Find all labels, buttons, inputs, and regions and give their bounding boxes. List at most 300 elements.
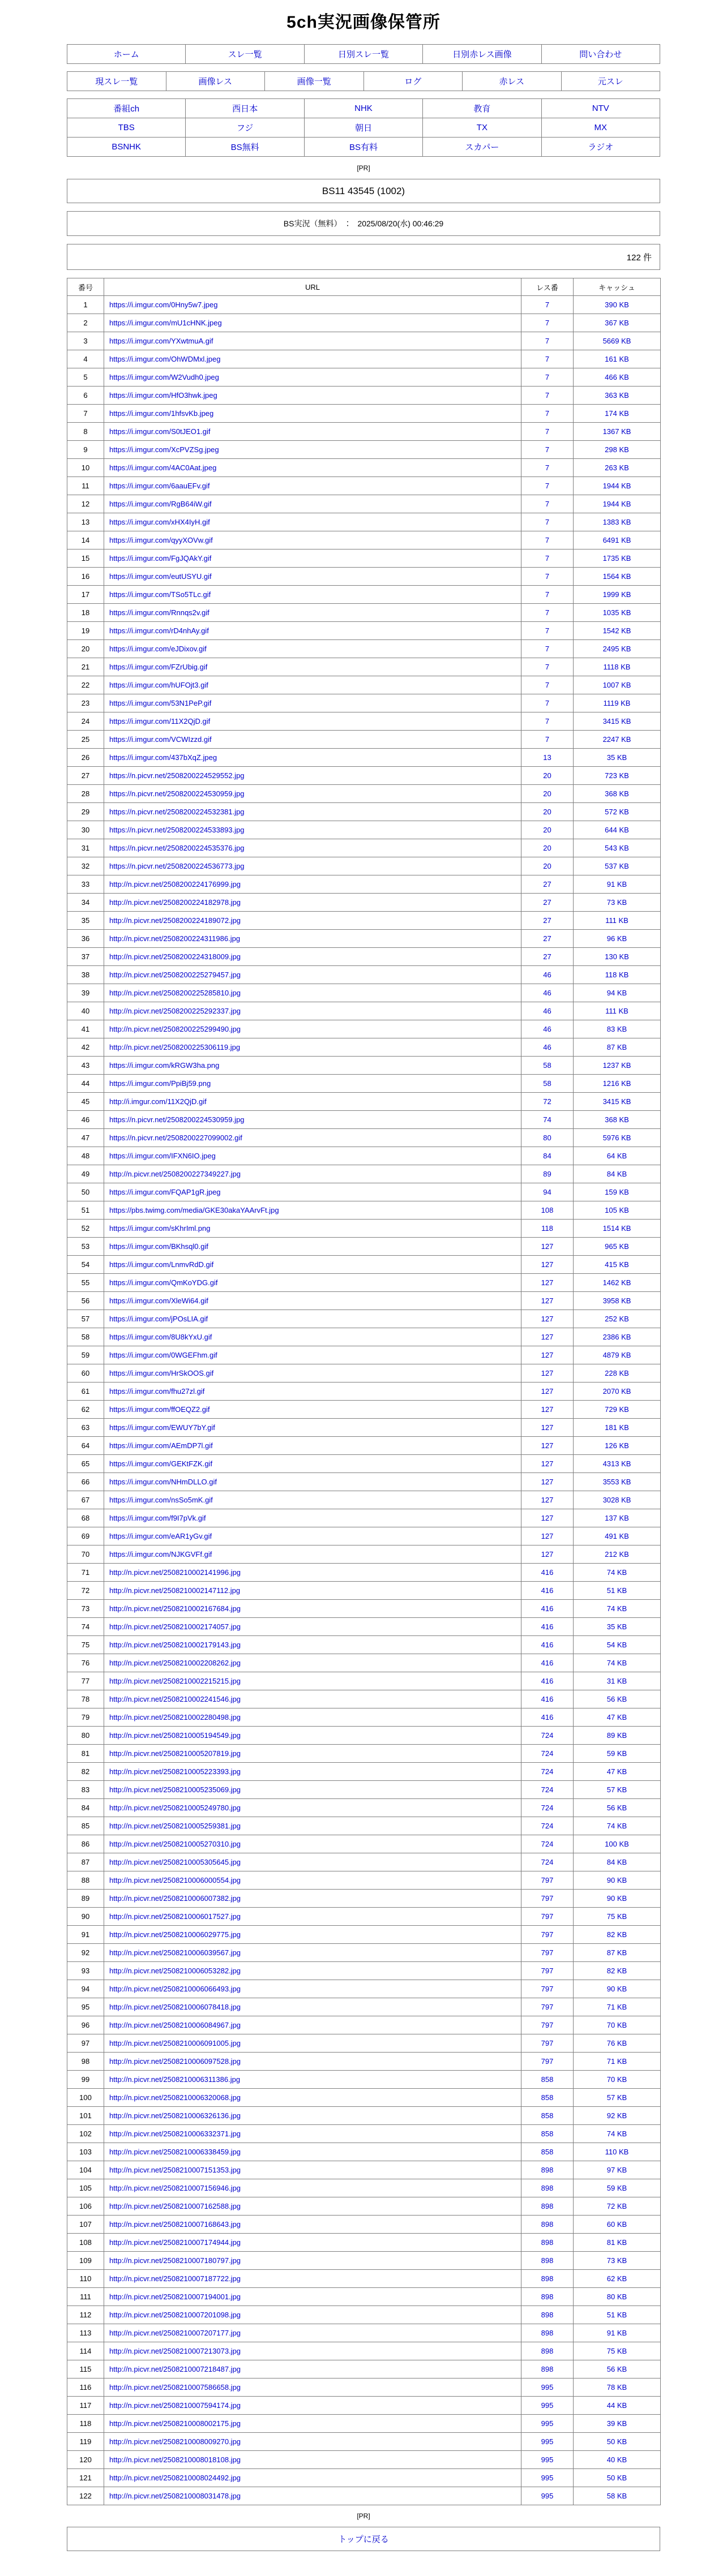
image-url-link[interactable]: https://i.imgur.com/hUFOjt3.gif <box>109 681 208 689</box>
image-url-link[interactable]: http://n.picvr.net/2508210005270310.jpg <box>109 1840 241 1848</box>
thread-nav-link-現スレ一覧[interactable]: 現スレ一覧 <box>95 77 138 87</box>
res-number-link[interactable]: 127 <box>541 1405 554 1414</box>
res-number-link[interactable]: 7 <box>545 735 550 744</box>
res-number-link[interactable]: 58 <box>543 1061 551 1070</box>
cache-size-link[interactable]: 74 KB <box>606 1822 627 1830</box>
image-url-link[interactable]: https://i.imgur.com/rD4nhAy.gif <box>109 626 209 635</box>
cache-size-link[interactable]: 1237 KB <box>602 1061 631 1070</box>
res-number-link[interactable]: 127 <box>541 1296 554 1305</box>
res-number-link[interactable]: 995 <box>541 2401 554 2410</box>
res-number-link[interactable]: 127 <box>541 1478 554 1486</box>
image-url-link[interactable]: http://n.picvr.net/2508210006326136.jpg <box>109 2111 241 2120</box>
image-url-link[interactable]: https://n.picvr.net/2508200224533893.jpg <box>109 826 245 834</box>
cache-size-link[interactable]: 572 KB <box>605 808 629 816</box>
res-number-link[interactable]: 94 <box>543 1188 551 1196</box>
cache-size-link[interactable]: 62 KB <box>606 2274 627 2283</box>
cache-size-link[interactable]: 91 KB <box>606 880 627 888</box>
image-url-link[interactable]: https://i.imgur.com/NJKGVFf.gif <box>109 1550 212 1559</box>
image-url-link[interactable]: http://n.picvr.net/2508210007174944.jpg <box>109 2238 241 2247</box>
cache-size-link[interactable]: 1035 KB <box>602 608 631 617</box>
res-number-link[interactable]: 724 <box>541 1840 554 1848</box>
res-number-link[interactable]: 898 <box>541 2166 554 2174</box>
res-number-link[interactable]: 89 <box>543 1170 551 1178</box>
cache-size-link[interactable]: 181 KB <box>605 1423 629 1432</box>
cache-size-link[interactable]: 3415 KB <box>602 717 631 725</box>
cache-size-link[interactable]: 81 KB <box>606 2238 627 2247</box>
cache-size-link[interactable]: 1216 KB <box>602 1079 631 1088</box>
cache-size-link[interactable]: 159 KB <box>605 1188 629 1196</box>
res-number-link[interactable]: 46 <box>543 971 551 979</box>
cache-size-link[interactable]: 130 KB <box>605 952 629 961</box>
cache-size-link[interactable]: 96 KB <box>606 934 627 943</box>
res-number-link[interactable]: 7 <box>545 319 550 327</box>
channel-link-NTV[interactable]: NTV <box>592 103 609 113</box>
cache-size-link[interactable]: 83 KB <box>606 1025 627 1033</box>
cache-size-link[interactable]: 51 KB <box>606 1586 627 1595</box>
cache-size-link[interactable]: 491 KB <box>605 1532 629 1540</box>
cache-size-link[interactable]: 90 KB <box>606 1894 627 1903</box>
image-url-link[interactable]: http://n.picvr.net/2508210005249780.jpg <box>109 1804 241 1812</box>
cache-size-link[interactable]: 90 KB <box>606 1985 627 1993</box>
res-number-link[interactable]: 84 <box>543 1152 551 1160</box>
res-number-link[interactable]: 58 <box>543 1079 551 1088</box>
res-number-link[interactable]: 108 <box>541 1206 554 1214</box>
res-number-link[interactable]: 127 <box>541 1333 554 1341</box>
cache-size-link[interactable]: 74 KB <box>606 1659 627 1667</box>
cache-size-link[interactable]: 111 KB <box>605 916 628 925</box>
image-url-link[interactable]: http://n.picvr.net/2508210007151353.jpg <box>109 2166 241 2174</box>
image-url-link[interactable]: https://i.imgur.com/IFXN6IO.jpeg <box>109 1152 216 1160</box>
res-number-link[interactable]: 898 <box>541 2311 554 2319</box>
cache-size-link[interactable]: 91 KB <box>606 2329 627 2337</box>
channel-link-朝日[interactable]: 朝日 <box>354 123 372 133</box>
cache-size-link[interactable]: 105 KB <box>605 1206 629 1214</box>
cache-size-link[interactable]: 56 KB <box>606 2365 627 2373</box>
cache-size-link[interactable]: 363 KB <box>605 391 629 400</box>
res-number-link[interactable]: 127 <box>541 1459 554 1468</box>
res-number-link[interactable]: 127 <box>541 1369 554 1377</box>
cache-size-link[interactable]: 75 KB <box>606 1912 627 1921</box>
image-url-link[interactable]: http://n.picvr.net/2508210007194001.jpg <box>109 2292 241 2301</box>
cache-size-link[interactable]: 126 KB <box>605 1441 629 1450</box>
cache-size-link[interactable]: 84 KB <box>606 1858 627 1866</box>
image-url-link[interactable]: http://n.picvr.net/2508200224182978.jpg <box>109 898 241 907</box>
res-number-link[interactable]: 724 <box>541 1804 554 1812</box>
image-url-link[interactable]: http://n.picvr.net/2508210002215215.jpg <box>109 1677 241 1685</box>
channel-link-スカパー[interactable]: スカパー <box>465 143 499 152</box>
image-url-link[interactable]: http://n.picvr.net/2508210007218487.jpg <box>109 2365 241 2373</box>
image-url-link[interactable]: http://n.picvr.net/2508210006017527.jpg <box>109 1912 241 1921</box>
res-number-link[interactable]: 7 <box>545 717 550 725</box>
cache-size-link[interactable]: 100 KB <box>605 1840 629 1848</box>
res-number-link[interactable]: 46 <box>543 989 551 997</box>
cache-size-link[interactable]: 368 KB <box>605 1115 629 1124</box>
image-url-link[interactable]: https://i.imgur.com/OhWDMxl.jpeg <box>109 355 221 363</box>
image-url-link[interactable]: https://i.imgur.com/BKhsql0.gif <box>109 1242 208 1251</box>
cache-size-link[interactable]: 1999 KB <box>602 590 631 599</box>
cache-size-link[interactable]: 50 KB <box>606 2474 627 2482</box>
cache-size-link[interactable]: 1462 KB <box>602 1278 631 1287</box>
cache-size-link[interactable]: 87 KB <box>606 1948 627 1957</box>
res-number-link[interactable]: 416 <box>541 1695 554 1703</box>
res-number-link[interactable]: 858 <box>541 2075 554 2084</box>
res-number-link[interactable]: 127 <box>541 1242 554 1251</box>
cache-size-link[interactable]: 59 KB <box>606 1749 627 1758</box>
res-number-link[interactable]: 7 <box>545 554 550 563</box>
image-url-link[interactable]: http://n.picvr.net/2508210006311386.jpg <box>109 2075 241 2084</box>
cache-size-link[interactable]: 74 KB <box>606 2130 627 2138</box>
cache-size-link[interactable]: 72 KB <box>606 2202 627 2210</box>
res-number-link[interactable]: 127 <box>541 1315 554 1323</box>
res-number-link[interactable]: 416 <box>541 1659 554 1667</box>
image-url-link[interactable]: https://i.imgur.com/ffOEQZ2.gif <box>109 1405 210 1414</box>
res-number-link[interactable]: 74 <box>543 1115 551 1124</box>
cache-size-link[interactable]: 74 KB <box>606 1604 627 1613</box>
cache-size-link[interactable]: 56 KB <box>606 1804 627 1812</box>
image-url-link[interactable]: http://n.picvr.net/2508210006039567.jpg <box>109 1948 241 1957</box>
res-number-link[interactable]: 797 <box>541 2057 554 2066</box>
res-number-link[interactable]: 7 <box>545 391 550 400</box>
cache-size-link[interactable]: 118 KB <box>605 971 629 979</box>
image-url-link[interactable]: http://n.picvr.net/2508210002174057.jpg <box>109 1622 241 1631</box>
res-number-link[interactable]: 7 <box>545 373 550 381</box>
image-url-link[interactable]: https://i.imgur.com/f9I7pVk.gif <box>109 1514 206 1522</box>
thread-nav-link-画像一覧[interactable]: 画像一覧 <box>297 77 331 87</box>
cache-size-link[interactable]: 2247 KB <box>602 735 631 744</box>
res-number-link[interactable]: 46 <box>543 1025 551 1033</box>
res-number-link[interactable]: 858 <box>541 2093 554 2102</box>
res-number-link[interactable]: 7 <box>545 536 550 544</box>
res-number-link[interactable]: 898 <box>541 2274 554 2283</box>
cache-size-link[interactable]: 39 KB <box>606 2419 627 2428</box>
res-number-link[interactable]: 416 <box>541 1713 554 1721</box>
image-url-link[interactable]: https://i.imgur.com/1hfsvKb.jpeg <box>109 409 214 418</box>
image-url-link[interactable]: http://n.picvr.net/2508210002280498.jpg <box>109 1713 241 1721</box>
cache-size-link[interactable]: 4879 KB <box>602 1351 631 1359</box>
channel-link-MX[interactable]: MX <box>594 122 608 132</box>
cache-size-link[interactable]: 51 KB <box>606 2311 627 2319</box>
nav-link-ホーム[interactable]: ホーム <box>113 50 139 59</box>
image-url-link[interactable]: https://i.imgur.com/437bXqZ.jpeg <box>109 753 217 762</box>
res-number-link[interactable]: 20 <box>543 808 551 816</box>
image-url-link[interactable]: https://i.imgur.com/11X2QjD.gif <box>109 717 211 725</box>
image-url-link[interactable]: http://n.picvr.net/2508210008024492.jpg <box>109 2474 241 2482</box>
image-url-link[interactable]: https://i.imgur.com/RgB64iW.gif <box>109 500 212 508</box>
channel-link-教育[interactable]: 教育 <box>473 104 491 114</box>
image-url-link[interactable]: https://i.imgur.com/FgJQAkY.gif <box>109 554 212 563</box>
cache-size-link[interactable]: 97 KB <box>606 2166 627 2174</box>
cache-size-link[interactable]: 44 KB <box>606 2401 627 2410</box>
res-number-link[interactable]: 72 <box>543 1097 551 1106</box>
cache-size-link[interactable]: 1367 KB <box>602 427 631 436</box>
back-to-top-link[interactable]: トップに戻る <box>338 2535 389 2544</box>
cache-size-link[interactable]: 92 KB <box>606 2111 627 2120</box>
res-number-link[interactable]: 7 <box>545 337 550 345</box>
res-number-link[interactable]: 27 <box>543 952 551 961</box>
res-number-link[interactable]: 416 <box>541 1604 554 1613</box>
res-number-link[interactable]: 46 <box>543 1007 551 1015</box>
image-url-link[interactable]: http://n.picvr.net/2508210006091005.jpg <box>109 2039 241 2047</box>
image-url-link[interactable]: https://i.imgur.com/53N1PeP.gif <box>109 699 212 707</box>
cache-size-link[interactable]: 54 KB <box>606 1641 627 1649</box>
cache-size-link[interactable]: 137 KB <box>605 1514 629 1522</box>
image-url-link[interactable]: https://i.imgur.com/jPOsLIA.gif <box>109 1315 208 1323</box>
res-number-link[interactable]: 7 <box>545 663 550 671</box>
cache-size-link[interactable]: 57 KB <box>606 2093 627 2102</box>
cache-size-link[interactable]: 35 KB <box>606 753 627 762</box>
cache-size-link[interactable]: 70 KB <box>606 2021 627 2029</box>
image-url-link[interactable]: http://n.picvr.net/2508200224311986.jpg <box>109 934 241 943</box>
cache-size-link[interactable]: 58 KB <box>606 2492 627 2500</box>
res-number-link[interactable]: 127 <box>541 1550 554 1559</box>
cache-size-link[interactable]: 111 KB <box>605 1007 628 1015</box>
res-number-link[interactable]: 724 <box>541 1822 554 1830</box>
res-number-link[interactable]: 898 <box>541 2347 554 2355</box>
nav-link-日別赤レス画像[interactable]: 日別赤レス画像 <box>452 50 512 59</box>
cache-size-link[interactable]: 1735 KB <box>602 554 631 563</box>
image-url-link[interactable]: http://n.picvr.net/2508210006066493.jpg <box>109 1985 241 1993</box>
image-url-link[interactable]: http://n.picvr.net/2508210006007382.jpg <box>109 1894 241 1903</box>
image-url-link[interactable]: https://i.imgur.com/8U8kYxU.gif <box>109 1333 212 1341</box>
cache-size-link[interactable]: 729 KB <box>605 1405 629 1414</box>
image-url-link[interactable]: http://n.picvr.net/2508210006084967.jpg <box>109 2021 241 2029</box>
res-number-link[interactable]: 80 <box>543 1134 551 1142</box>
image-url-link[interactable]: https://i.imgur.com/qyyXOVw.gif <box>109 536 213 544</box>
thread-nav-link-ログ[interactable]: ログ <box>404 77 422 87</box>
channel-link-BSNHK[interactable]: BSNHK <box>112 141 142 152</box>
nav-link-問い合わせ[interactable]: 問い合わせ <box>579 50 622 59</box>
channel-link-西日本[interactable]: 西日本 <box>232 104 258 114</box>
res-number-link[interactable]: 995 <box>541 2383 554 2392</box>
image-url-link[interactable]: https://i.imgur.com/HrSkOOS.gif <box>109 1369 214 1377</box>
cache-size-link[interactable]: 2070 KB <box>602 1387 631 1396</box>
cache-size-link[interactable]: 965 KB <box>605 1242 629 1251</box>
image-url-link[interactable]: https://i.imgur.com/6aauEFv.gif <box>109 482 210 490</box>
image-url-link[interactable]: http://n.picvr.net/2508210005223393.jpg <box>109 1767 241 1776</box>
cache-size-link[interactable]: 5976 KB <box>602 1134 631 1142</box>
res-number-link[interactable]: 898 <box>541 2329 554 2337</box>
image-url-link[interactable]: http://n.picvr.net/2508210006097528.jpg <box>109 2057 241 2066</box>
res-number-link[interactable]: 20 <box>543 844 551 852</box>
cache-size-link[interactable]: 161 KB <box>605 355 629 363</box>
res-number-link[interactable]: 995 <box>541 2419 554 2428</box>
cache-size-link[interactable]: 3958 KB <box>602 1296 631 1305</box>
thread-nav-link-画像レス[interactable]: 画像レス <box>198 77 233 87</box>
res-number-link[interactable]: 858 <box>541 2130 554 2138</box>
cache-size-link[interactable]: 3553 KB <box>602 1478 631 1486</box>
cache-size-link[interactable]: 87 KB <box>606 1043 627 1051</box>
cache-size-link[interactable]: 74 KB <box>606 1568 627 1577</box>
image-url-link[interactable]: https://i.imgur.com/FZrUbig.gif <box>109 663 208 671</box>
cache-size-link[interactable]: 1007 KB <box>602 681 631 689</box>
cache-size-link[interactable]: 415 KB <box>605 1260 629 1269</box>
cache-size-link[interactable]: 212 KB <box>605 1550 629 1559</box>
cache-size-link[interactable]: 73 KB <box>606 898 627 907</box>
image-url-link[interactable]: http://n.picvr.net/2508210007594174.jpg <box>109 2401 241 2410</box>
res-number-link[interactable]: 7 <box>545 590 550 599</box>
image-url-link[interactable]: http://n.picvr.net/2508210002167684.jpg <box>109 1604 241 1613</box>
cache-size-link[interactable]: 31 KB <box>606 1677 627 1685</box>
channel-link-TX[interactable]: TX <box>476 122 487 132</box>
image-url-link[interactable]: http://n.picvr.net/2508200224176999.jpg <box>109 880 241 888</box>
image-url-link[interactable]: http://n.picvr.net/2508210007187722.jpg <box>109 2274 241 2283</box>
cache-size-link[interactable]: 76 KB <box>606 2039 627 2047</box>
cache-size-link[interactable]: 75 KB <box>606 2347 627 2355</box>
res-number-link[interactable]: 27 <box>543 916 551 925</box>
res-number-link[interactable]: 127 <box>541 1441 554 1450</box>
res-number-link[interactable]: 7 <box>545 572 550 581</box>
cache-size-link[interactable]: 71 KB <box>606 2057 627 2066</box>
res-number-link[interactable]: 20 <box>543 826 551 834</box>
image-url-link[interactable]: https://i.imgur.com/kRGW3ha.png <box>109 1061 220 1070</box>
cache-size-link[interactable]: 71 KB <box>606 2003 627 2011</box>
image-url-link[interactable]: http://n.picvr.net/2508210006000554.jpg <box>109 1876 241 1884</box>
image-url-link[interactable]: http://n.picvr.net/2508210002208262.jpg <box>109 1659 241 1667</box>
image-url-link[interactable]: http://i.imgur.com/11X2QjD.gif <box>109 1097 207 1106</box>
cache-size-link[interactable]: 367 KB <box>605 319 629 327</box>
image-url-link[interactable]: https://i.imgur.com/LnmvRdD.gif <box>109 1260 214 1269</box>
cache-size-link[interactable]: 263 KB <box>605 463 629 472</box>
res-number-link[interactable]: 416 <box>541 1677 554 1685</box>
cache-size-link[interactable]: 59 KB <box>606 2184 627 2192</box>
res-number-link[interactable]: 416 <box>541 1568 554 1577</box>
res-number-link[interactable]: 898 <box>541 2238 554 2247</box>
cache-size-link[interactable]: 35 KB <box>606 1622 627 1631</box>
cache-size-link[interactable]: 537 KB <box>605 862 629 870</box>
cache-size-link[interactable]: 64 KB <box>606 1152 627 1160</box>
image-url-link[interactable]: https://i.imgur.com/sKhrIml.png <box>109 1224 211 1233</box>
image-url-link[interactable]: http://n.picvr.net/2508210006320068.jpg <box>109 2093 241 2102</box>
image-url-link[interactable]: http://n.picvr.net/2508200225306119.jpg <box>109 1043 241 1051</box>
image-url-link[interactable]: http://n.picvr.net/2508210005235069.jpg <box>109 1785 241 1794</box>
image-url-link[interactable]: https://i.imgur.com/FQAP1gR.jpeg <box>109 1188 221 1196</box>
res-number-link[interactable]: 7 <box>545 300 550 309</box>
res-number-link[interactable]: 7 <box>545 681 550 689</box>
image-url-link[interactable]: https://i.imgur.com/AEmDP7l.gif <box>109 1441 213 1450</box>
image-url-link[interactable]: http://n.picvr.net/2508200224318009.jpg <box>109 952 241 961</box>
res-number-link[interactable]: 27 <box>543 934 551 943</box>
image-url-link[interactable]: https://i.imgur.com/XcPVZSg.jpeg <box>109 445 219 454</box>
res-number-link[interactable]: 797 <box>541 2003 554 2011</box>
res-number-link[interactable]: 20 <box>543 862 551 870</box>
cache-size-link[interactable]: 89 KB <box>606 1731 627 1740</box>
cache-size-link[interactable]: 1514 KB <box>602 1224 631 1233</box>
res-number-link[interactable]: 898 <box>541 2184 554 2192</box>
res-number-link[interactable]: 127 <box>541 1278 554 1287</box>
cache-size-link[interactable]: 47 KB <box>606 1713 627 1721</box>
thread-nav-link-元スレ[interactable]: 元スレ <box>597 77 623 87</box>
image-url-link[interactable]: http://n.picvr.net/2508200225292337.jpg <box>109 1007 241 1015</box>
channel-link-番組ch[interactable]: 番組ch <box>113 104 140 114</box>
image-url-link[interactable]: https://i.imgur.com/nsSo5mK.gif <box>109 1496 213 1504</box>
res-number-link[interactable]: 7 <box>545 645 550 653</box>
image-url-link[interactable]: http://n.picvr.net/2508210006332371.jpg <box>109 2130 241 2138</box>
cache-size-link[interactable]: 6491 KB <box>602 536 631 544</box>
image-url-link[interactable]: http://n.picvr.net/2508210007213073.jpg <box>109 2347 241 2355</box>
cache-size-link[interactable]: 1944 KB <box>602 482 631 490</box>
image-url-link[interactable]: http://n.picvr.net/2508210008009270.jpg <box>109 2437 241 2446</box>
cache-size-link[interactable]: 1944 KB <box>602 500 631 508</box>
image-url-link[interactable]: https://i.imgur.com/eutUSYU.gif <box>109 572 212 581</box>
res-number-link[interactable]: 898 <box>541 2292 554 2301</box>
res-number-link[interactable]: 416 <box>541 1586 554 1595</box>
image-url-link[interactable]: http://n.picvr.net/2508210006029775.jpg <box>109 1930 241 1939</box>
cache-size-link[interactable]: 4313 KB <box>602 1459 631 1468</box>
cache-size-link[interactable]: 73 KB <box>606 2256 627 2265</box>
image-url-link[interactable]: https://n.picvr.net/2508200224530959.jpg <box>109 1115 245 1124</box>
image-url-link[interactable]: http://n.picvr.net/2508210002147112.jpg <box>109 1586 241 1595</box>
res-number-link[interactable]: 995 <box>541 2474 554 2482</box>
image-url-link[interactable]: https://i.imgur.com/0Hny5w7.jpeg <box>109 300 218 309</box>
res-number-link[interactable]: 7 <box>545 445 550 454</box>
cache-size-link[interactable]: 3415 KB <box>602 1097 631 1106</box>
res-number-link[interactable]: 127 <box>541 1260 554 1269</box>
cache-size-link[interactable]: 110 KB <box>605 2148 629 2156</box>
cache-size-link[interactable]: 82 KB <box>606 1967 627 1975</box>
res-number-link[interactable]: 898 <box>541 2220 554 2229</box>
cache-size-link[interactable]: 723 KB <box>605 771 629 780</box>
image-url-link[interactable]: http://n.picvr.net/2508210007162588.jpg <box>109 2202 241 2210</box>
image-url-link[interactable]: http://n.picvr.net/2508210006338459.jpg <box>109 2148 241 2156</box>
image-url-link[interactable]: https://i.imgur.com/HfO3hwk.jpeg <box>109 391 217 400</box>
channel-link-ラジオ[interactable]: ラジオ <box>588 143 614 152</box>
image-url-link[interactable]: https://i.imgur.com/QmKoYDG.gif <box>109 1278 218 1287</box>
res-number-link[interactable]: 27 <box>543 880 551 888</box>
image-url-link[interactable]: https://i.imgur.com/S0tJEO1.gif <box>109 427 211 436</box>
res-number-link[interactable]: 7 <box>545 482 550 490</box>
cache-size-link[interactable]: 70 KB <box>606 2075 627 2084</box>
res-number-link[interactable]: 797 <box>541 1948 554 1957</box>
image-url-link[interactable]: http://n.picvr.net/2508210007156946.jpg <box>109 2184 241 2192</box>
cache-size-link[interactable]: 2495 KB <box>602 645 631 653</box>
channel-link-NHK[interactable]: NHK <box>354 103 373 113</box>
cache-size-link[interactable]: 90 KB <box>606 1876 627 1884</box>
res-number-link[interactable]: 46 <box>543 1043 551 1051</box>
res-number-link[interactable]: 416 <box>541 1622 554 1631</box>
image-url-link[interactable]: http://n.picvr.net/2508210005194549.jpg <box>109 1731 241 1740</box>
res-number-link[interactable]: 797 <box>541 1985 554 1993</box>
res-number-link[interactable]: 898 <box>541 2365 554 2373</box>
res-number-link[interactable]: 127 <box>541 1532 554 1540</box>
res-number-link[interactable]: 416 <box>541 1641 554 1649</box>
image-url-link[interactable]: https://i.imgur.com/GEKtFZK.gif <box>109 1459 213 1468</box>
cache-size-link[interactable]: 84 KB <box>606 1170 627 1178</box>
image-url-link[interactable]: http://n.picvr.net/2508210005259381.jpg <box>109 1822 241 1830</box>
res-number-link[interactable]: 7 <box>545 500 550 508</box>
image-url-link[interactable]: https://i.imgur.com/XleWi64.gif <box>109 1296 208 1305</box>
res-number-link[interactable]: 797 <box>541 1967 554 1975</box>
res-number-link[interactable]: 995 <box>541 2437 554 2446</box>
image-url-link[interactable]: https://n.picvr.net/2508200224536773.jpg <box>109 862 245 870</box>
cache-size-link[interactable]: 78 KB <box>606 2383 627 2392</box>
image-url-link[interactable]: https://i.imgur.com/0WGEFhm.gif <box>109 1351 217 1359</box>
image-url-link[interactable]: http://n.picvr.net/2508210008002175.jpg <box>109 2419 241 2428</box>
image-url-link[interactable]: http://n.picvr.net/2508210002241546.jpg <box>109 1695 241 1703</box>
res-number-link[interactable]: 7 <box>545 463 550 472</box>
cache-size-link[interactable]: 56 KB <box>606 1695 627 1703</box>
image-url-link[interactable]: http://n.picvr.net/2508210002179143.jpg <box>109 1641 241 1649</box>
res-number-link[interactable]: 127 <box>541 1514 554 1522</box>
image-url-link[interactable]: http://n.picvr.net/2508210005305645.jpg <box>109 1858 241 1866</box>
res-number-link[interactable]: 13 <box>543 753 551 762</box>
image-url-link[interactable]: http://n.picvr.net/2508210007586658.jpg <box>109 2383 241 2392</box>
res-number-link[interactable]: 7 <box>545 409 550 418</box>
res-number-link[interactable]: 118 <box>541 1224 553 1233</box>
image-url-link[interactable]: https://pbs.twimg.com/media/GKE30akaYAArvFt.jpg <box>109 1206 279 1214</box>
res-number-link[interactable]: 995 <box>541 2455 554 2464</box>
image-url-link[interactable]: https://i.imgur.com/xHX4IyH.gif <box>109 518 210 526</box>
res-number-link[interactable]: 20 <box>543 789 551 798</box>
